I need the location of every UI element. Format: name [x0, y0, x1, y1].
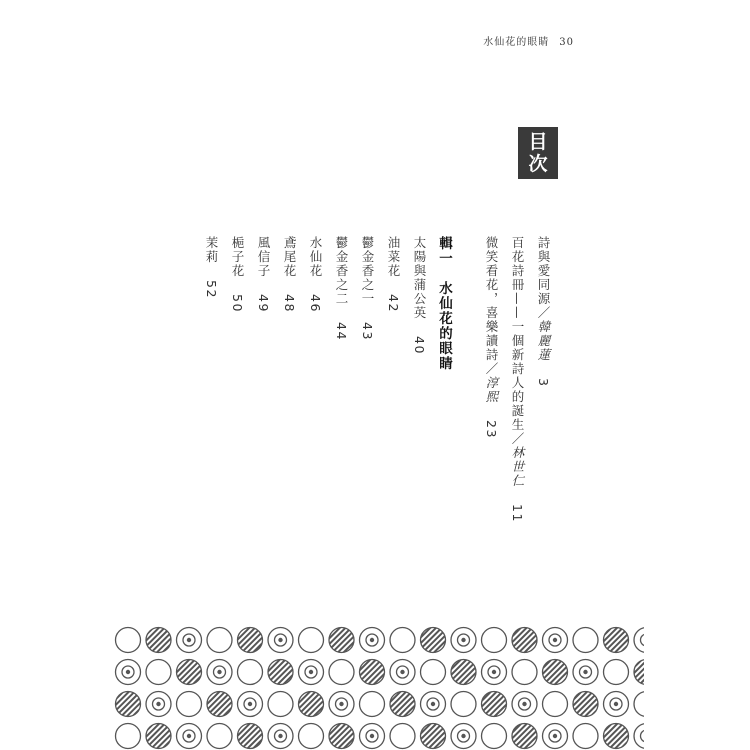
- toc-poem: [282, 236, 296, 313]
- toc-poem-page: 48: [282, 294, 297, 313]
- ring-circle: [207, 628, 232, 653]
- striped-circle: [421, 724, 446, 749]
- toc-poem-title: 梔子花: [230, 236, 245, 278]
- target-circle: [329, 692, 354, 717]
- toc-poem: [386, 236, 400, 313]
- striped-circle: [146, 628, 171, 653]
- section-heading: 輯一 水仙花的眼睛: [436, 236, 452, 371]
- striped-circle: [329, 724, 354, 749]
- toc-entry-title: 詩與愛同源／: [536, 236, 551, 320]
- target-circle: [360, 628, 385, 653]
- decorative-circle-pattern: [114, 626, 644, 750]
- target-circle: [177, 628, 202, 653]
- striped-circle: [421, 628, 446, 653]
- striped-circle: [512, 628, 537, 653]
- ring-circle: [268, 692, 293, 717]
- ring-circle: [329, 660, 354, 685]
- toc-heading-char-2: 次: [528, 153, 548, 175]
- striped-circle: [573, 692, 598, 717]
- target-circle: [268, 724, 293, 749]
- target-circle: [268, 628, 293, 653]
- ring-circle: [390, 724, 415, 749]
- ring-circle: [512, 660, 537, 685]
- toc-poem: [230, 236, 244, 313]
- striped-circle: [360, 660, 385, 685]
- toc-poem-page: 43: [360, 322, 375, 341]
- toc-entry-page: 11: [510, 504, 525, 523]
- target-circle: [390, 660, 415, 685]
- toc-poem-title: 水仙花: [308, 236, 323, 278]
- target-circle: [146, 692, 171, 717]
- toc-poem: [256, 236, 270, 313]
- ring-circle: [482, 628, 507, 653]
- striped-circle: [512, 724, 537, 749]
- toc-entry: [510, 236, 524, 523]
- target-circle: [207, 660, 232, 685]
- striped-circle: [604, 628, 629, 653]
- ring-circle: [543, 692, 568, 717]
- ring-circle: [634, 692, 644, 717]
- target-circle: [573, 660, 598, 685]
- toc-poem-title: 鬱金香之一: [360, 236, 375, 306]
- toc-poem-page: 49: [256, 294, 271, 313]
- ring-circle: [360, 692, 385, 717]
- ring-circle: [573, 628, 598, 653]
- toc-poem-title: 鳶尾花: [282, 236, 297, 278]
- page-number: 30: [559, 37, 574, 48]
- striped-circle: [146, 724, 171, 749]
- ring-circle: [146, 660, 171, 685]
- ring-circle: [177, 692, 202, 717]
- target-circle: [299, 660, 324, 685]
- striped-circle: [238, 628, 263, 653]
- toc-poem-title: 太陽與蒲公英: [412, 236, 427, 320]
- toc-poem: [308, 236, 322, 313]
- striped-circle: [451, 660, 476, 685]
- toc-poem: [204, 236, 218, 299]
- ring-circle: [238, 660, 263, 685]
- target-circle: [604, 692, 629, 717]
- target-circle: [634, 628, 644, 653]
- target-circle: [482, 660, 507, 685]
- running-header: [483, 33, 574, 48]
- ring-circle: [421, 660, 446, 685]
- toc-poem-title: 茉莉: [204, 236, 219, 264]
- striped-circle: [299, 692, 324, 717]
- target-circle: [451, 724, 476, 749]
- target-circle: [360, 724, 385, 749]
- toc-poem-page: 40: [412, 336, 427, 355]
- target-circle: [634, 724, 644, 749]
- ring-circle: [116, 628, 141, 653]
- ring-circle: [207, 724, 232, 749]
- target-circle: [543, 628, 568, 653]
- toc-entry-author: 淳熙: [484, 376, 499, 404]
- toc-entry-title: 微笑看花，喜樂讀詩／: [484, 236, 499, 376]
- ring-circle: [573, 724, 598, 749]
- toc-entry: [484, 236, 498, 439]
- toc-poem-page: 52: [204, 280, 219, 299]
- target-circle: [116, 660, 141, 685]
- toc-poem: [334, 236, 348, 341]
- striped-circle: [238, 724, 263, 749]
- striped-circle: [604, 724, 629, 749]
- striped-circle: [268, 660, 293, 685]
- toc-poem-page: 44: [334, 322, 349, 341]
- striped-circle: [482, 692, 507, 717]
- ring-circle: [116, 724, 141, 749]
- striped-circle: [207, 692, 232, 717]
- striped-circle: [634, 660, 644, 685]
- target-circle: [451, 628, 476, 653]
- striped-circle: [329, 628, 354, 653]
- toc-entry: [536, 236, 550, 387]
- ring-circle: [390, 628, 415, 653]
- toc-entry-title: 百花詩冊——一個新詩人的誕生／: [510, 236, 525, 446]
- toc-poem: [360, 236, 374, 341]
- target-circle: [421, 692, 446, 717]
- toc-poem-page: 50: [230, 294, 245, 313]
- toc-entry-author: 林世仁: [510, 446, 525, 488]
- target-circle: [238, 692, 263, 717]
- toc-poem-title: 油菜花: [386, 236, 401, 278]
- ring-circle: [482, 724, 507, 749]
- target-circle: [512, 692, 537, 717]
- toc-entry-page: 3: [536, 378, 551, 388]
- striped-circle: [116, 692, 141, 717]
- toc-heading: [518, 127, 558, 179]
- ring-circle: [604, 660, 629, 685]
- target-circle: [543, 724, 568, 749]
- striped-circle: [177, 660, 202, 685]
- toc-heading-char-1: 目: [528, 131, 548, 153]
- toc-poem-title: 鬱金香之二: [334, 236, 349, 306]
- toc-poem-page: 42: [386, 294, 401, 313]
- toc-entry-page: 23: [484, 420, 499, 439]
- striped-circle: [543, 660, 568, 685]
- ring-circle: [299, 724, 324, 749]
- ring-circle: [451, 692, 476, 717]
- striped-circle: [390, 692, 415, 717]
- target-circle: [177, 724, 202, 749]
- toc-entry-author: 韓麗蓮: [536, 320, 551, 362]
- toc-poem: [412, 236, 426, 355]
- toc-poem-page: 46: [308, 294, 323, 313]
- toc-poem-title: 風信子: [256, 236, 271, 278]
- running-title: 水仙花的眼睛: [483, 37, 550, 48]
- ring-circle: [299, 628, 324, 653]
